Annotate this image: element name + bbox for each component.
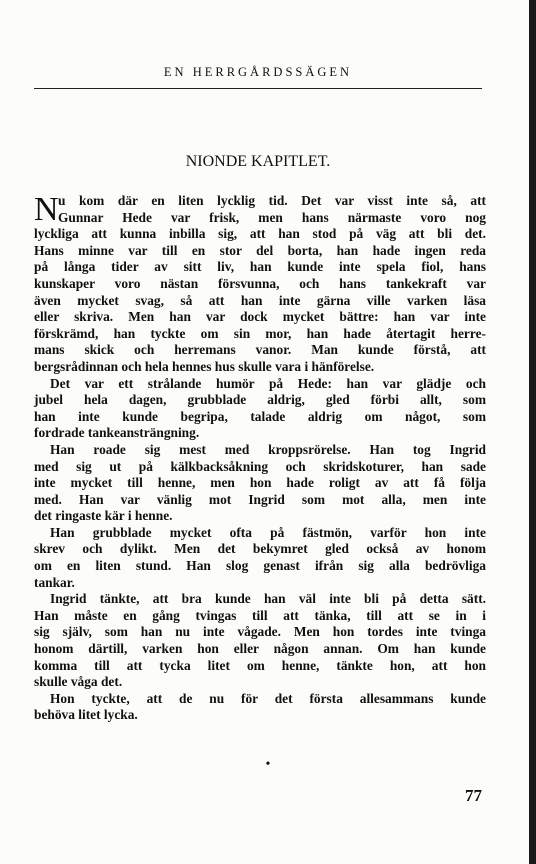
text-line: Det var ett strålande humör på Hede: han var glädje och — [50, 375, 486, 391]
text-line: skulle våga det. — [34, 674, 123, 690]
text-line: behöva litet lycka. — [34, 707, 138, 723]
text-line: inte mycket till henne, men hon hade roligt av att få följa — [34, 475, 486, 491]
text-line: Hon tyckte, att de nu för det första allesammans kunde — [50, 690, 486, 706]
page-number: 77 — [465, 786, 482, 805]
text-line: det ringaste kär i henne. — [34, 508, 173, 524]
header-rule — [34, 88, 482, 89]
section-end-mark: • — [265, 757, 271, 772]
text-line: lyckliga att kunna inbilla sig, att han stod på väg att bli det. — [34, 226, 486, 242]
text-line: Gunnar Hede var frisk, men hans närmaste voro nog — [58, 209, 486, 225]
text-line: jubel hela dagen, grubblade aldrig, gled förbi allt, som — [34, 392, 486, 408]
text-line: sig själv, som han nu inte vågade. Men hon tordes inte tvinga — [34, 624, 486, 640]
text-line: med sig ut på kälkbacksåkning och skridskoturer, han sade — [34, 458, 486, 474]
text-line: med. Han var vänlig mot Ingrid som mot alla, men inte — [34, 491, 486, 507]
text-line: tankar. — [34, 574, 75, 590]
running-head: EN HERRGÅRDSSÄGEN — [163, 65, 353, 79]
text-line: skrev och dylikt. Men det bekymret gled också av honom — [34, 541, 486, 557]
text-line: även mycket svag, så att han inte gärna ville varken läsa — [34, 292, 486, 308]
page-edge-shadow — [529, 0, 536, 864]
text-line: Hans minne var till en stor del borta, han hade ingen reda — [34, 242, 486, 258]
text-line: om en liten stund. Han slog genast ifrån sig alla bedrövliga — [34, 558, 486, 574]
text-line: honom därtill, varken hon eller någon annan. Om han kunde — [34, 641, 486, 657]
text-line: bergsrådinnan och hela hennes hus skulle vara i hänförelse. — [34, 358, 375, 374]
text-line: eller skriva. Men han var dock mycket bättre: han var inte — [34, 309, 486, 325]
text-line: kunskaper voro nästan försvunna, och hans tankekraft var — [34, 275, 486, 291]
text-line: förskrämd, han tyckte om sin mor, han hade återtagit herre- — [34, 325, 486, 341]
text-line: mans skick och herremans vanor. Man kunde förstå, att — [34, 342, 486, 358]
text-line: Han måste en gång tvingas till att tänka, till att se in i — [34, 607, 486, 623]
text-line: u kom där en liten lycklig tid. Det var visst inte så, att — [58, 193, 486, 208]
text-line: på långa tider av sitt liv, han kunde inte spela fiol, hans — [34, 259, 486, 275]
text-line: Han grubblade mycket ofta på fästmön, varför hon inte — [50, 524, 486, 540]
text-line: komma till att tycka litet om henne, tänkte hon, att hon — [34, 657, 486, 673]
text-line: Ingrid tänkte, att bra kunde han väl inte bli på detta sätt. — [50, 591, 486, 607]
text-line: Han roade sig mest med kroppsrörelse. Han tog Ingrid — [50, 441, 486, 457]
text-line: han inte kunde begripa, talade aldrig om något, som — [34, 408, 486, 424]
drop-cap: N — [34, 191, 59, 228]
body-text — [34, 193, 486, 724]
text-line: fordrade tankeansträngning. — [34, 425, 200, 441]
chapter-title: NIONDE KAPITLET. — [185, 153, 331, 170]
